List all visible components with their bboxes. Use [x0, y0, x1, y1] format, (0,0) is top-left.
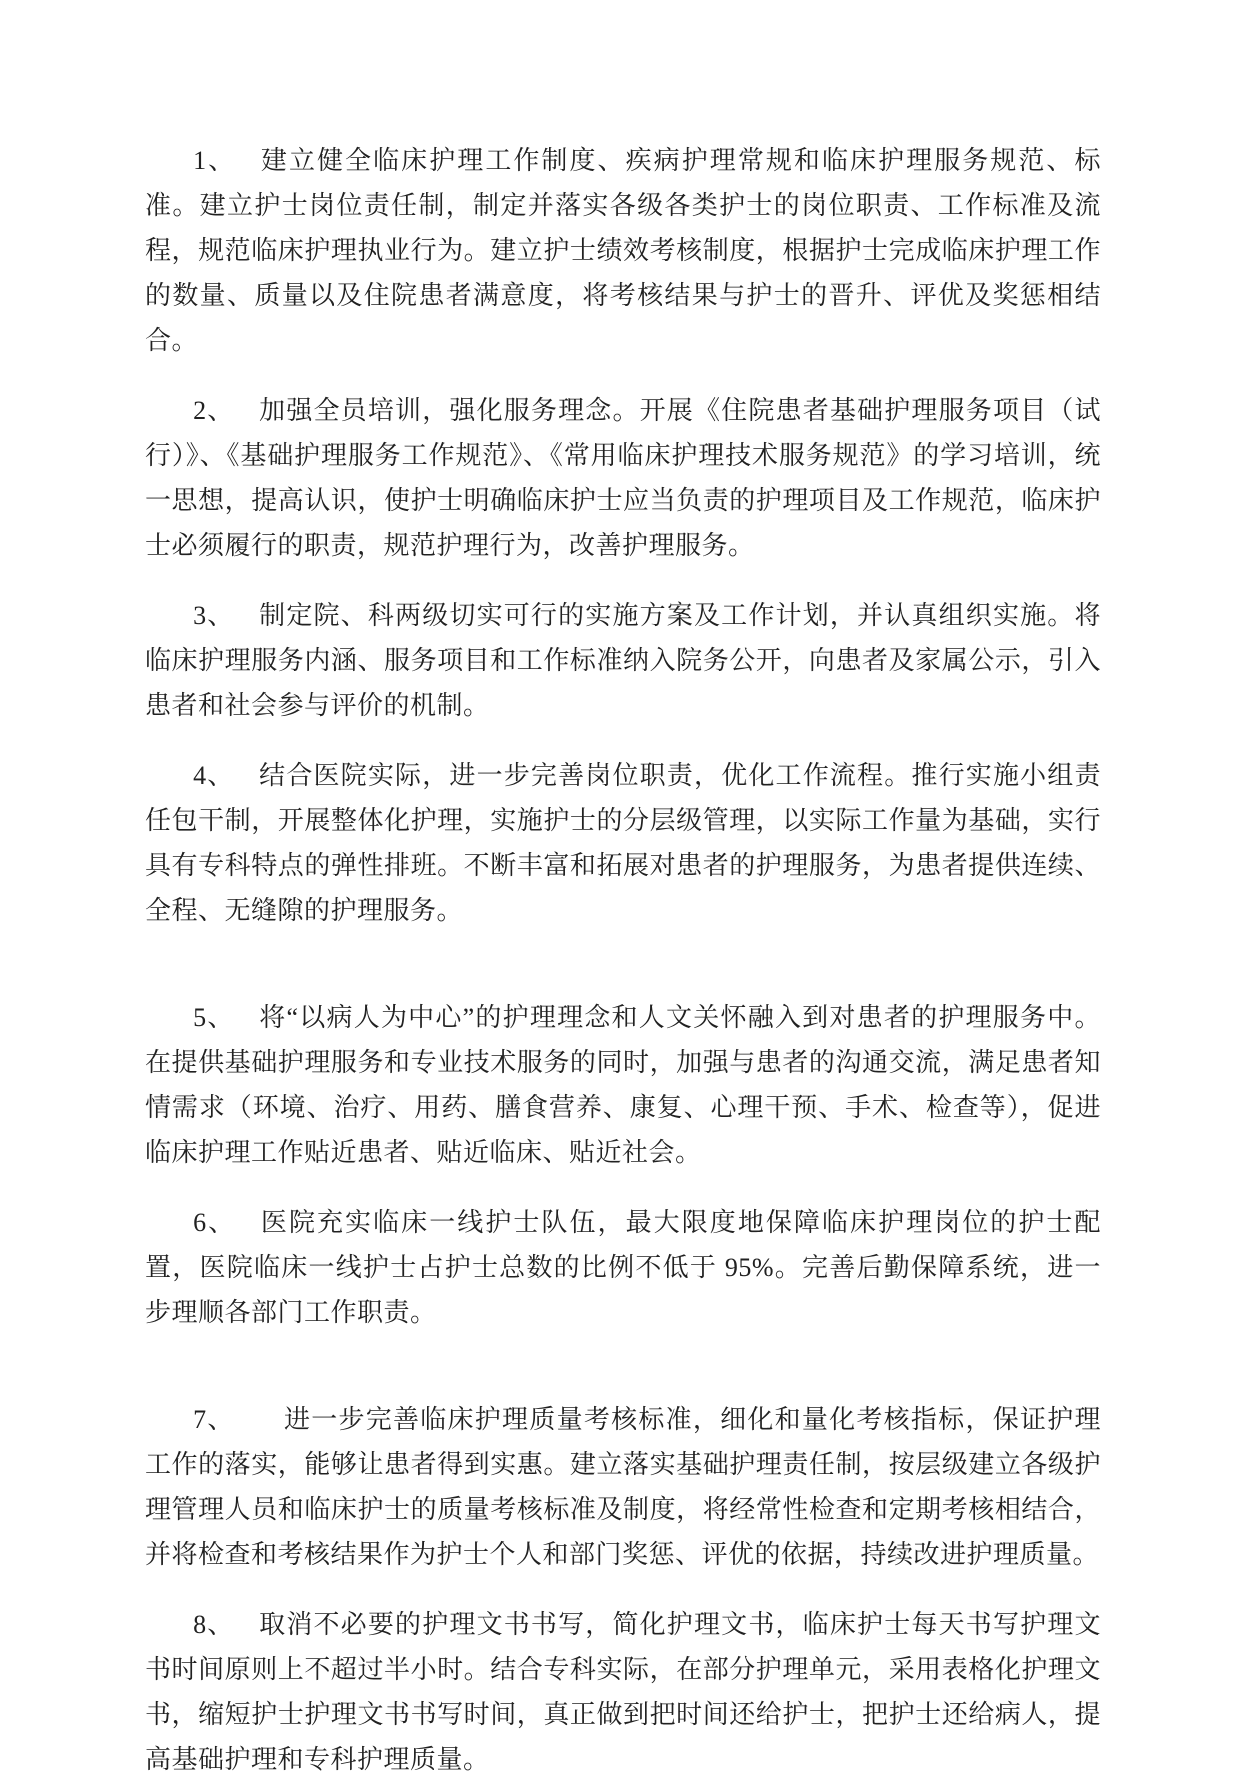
paragraph-5	[145, 995, 1101, 1175]
paragraph-7-text: 进一步完善临床护理质量考核标准，细化和量化考核指标，保证护理工作的落实，能够让患者得到实惠。建立落实基础护理责任制，按层级建立各级护理管理人员和临床护士的质量考核标准及制度，将经常性检查和定期考核相结合，并将检查和考核结果作为护士个人和部门奖惩、评优的依据，持续改进护理质量。	[145, 1405, 1101, 1569]
paragraph-8	[145, 1602, 1101, 1782]
paragraph-5-number: 5、	[193, 1003, 235, 1032]
paragraph-6-text: 医院充实临床一线护士队伍，最大限度地保障临床护理岗位的护士配置，医院临床一线护士占护士总数的比例不低于 95%。完善后勤保障系统，进一步理顺各部门工作职责。	[145, 1208, 1101, 1327]
paragraph-7-number: 7、	[193, 1405, 235, 1434]
paragraph-6	[145, 1200, 1101, 1335]
document-body	[145, 138, 1101, 1782]
paragraph-3-text: 制定院、科两级切实可行的实施方案及工作计划，并认真组织实施。将临床护理服务内涵、服务项目和工作标准纳入院务公开，向患者及家属公示，引入患者和社会参与评价的机制。	[145, 601, 1101, 720]
paragraph-2-text: 加强全员培训，强化服务理念。开展《住院患者基础护理服务项目（试行）》、《基础护理服务工作规范》、《常用临床护理技术服务规范》的学习培训，统一思想，提高认识，使护士明确临床护士应当负责的护理项目及工作规范，临床护士必须履行的职责，规范护理行为，改善护理服务。	[145, 396, 1101, 560]
paragraph-4-text: 结合医院实际，进一步完善岗位职责，优化工作流程。推行实施小组责任包干制，开展整体化护理，实施护士的分层级管理，以实际工作量为基础，实行具有专科特点的弹性排班。不断丰富和拓展对患者的护理服务，为患者提供连续、全程、无缝隙的护理服务。	[145, 761, 1101, 925]
paragraph-8-text: 取消不必要的护理文书书写，简化护理文书，临床护士每天书写护理文书时间原则上不超过半小时。结合专科实际，在部分护理单元，采用表格化护理文书，缩短护士护理文书书写时间，真正做到把时间还给护士，把护士还给病人，提高基础护理和专科护理质量。	[145, 1610, 1101, 1774]
paragraph-7	[145, 1397, 1101, 1577]
paragraph-3-number: 3、	[193, 601, 235, 630]
paragraph-2-number: 2、	[193, 396, 235, 425]
paragraph-3	[145, 593, 1101, 728]
paragraph-6-number: 6、	[193, 1208, 237, 1237]
paragraph-5-text: 将“以病人为中心”的护理理念和人文关怀融入到对患者的护理服务中。在提供基础护理服务和专业技术服务的同时，加强与患者的沟通交流，满足患者知情需求（环境、治疗、用药、膳食营养、康复、心理干预、手术、检查等），促进临床护理工作贴近患者、贴近临床、贴近社会。	[145, 1003, 1101, 1167]
paragraph-1	[145, 138, 1101, 363]
paragraph-1-text: 建立健全临床护理工作制度、疾病护理常规和临床护理服务规范、标准。建立护士岗位责任制，制定并落实各级各类护士的岗位职责、工作标准及流程，规范临床护理执业行为。建立护士绩效考核制度，根据护士完成临床护理工作的数量、质量以及住院患者满意度，将考核结果与护士的晋升、评优及奖惩相结合。	[145, 146, 1101, 355]
paragraph-2	[145, 388, 1101, 568]
paragraph-1-number: 1、	[193, 146, 237, 175]
paragraph-4-number: 4、	[193, 761, 235, 790]
paragraph-4	[145, 753, 1101, 933]
paragraph-8-number: 8、	[193, 1610, 235, 1639]
